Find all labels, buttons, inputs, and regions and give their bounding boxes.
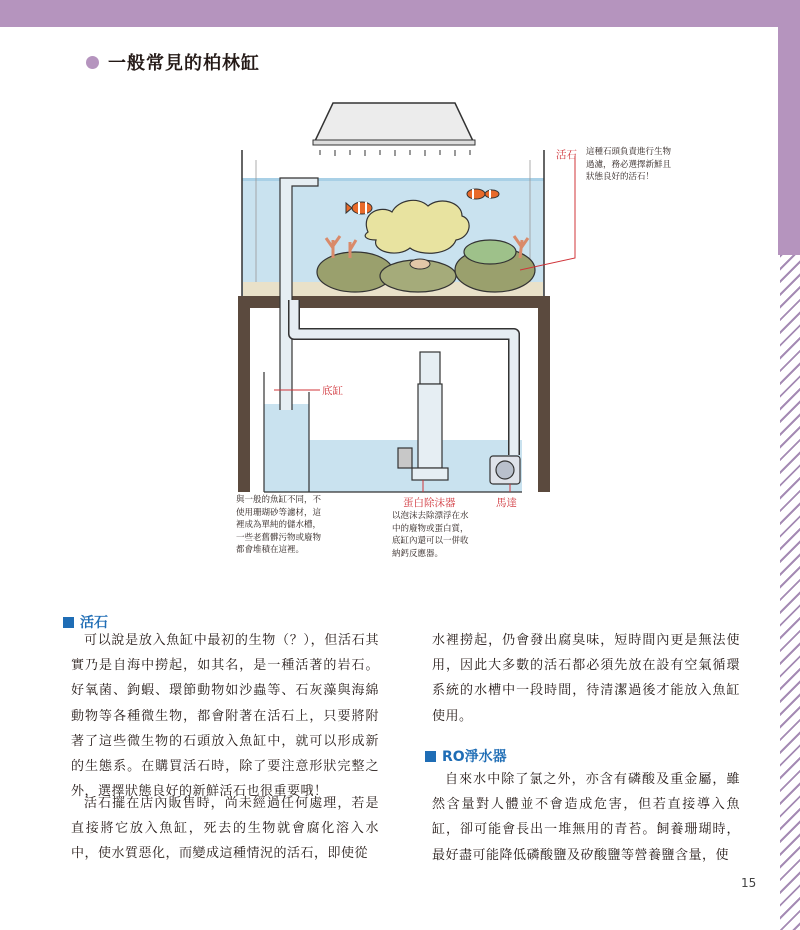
protein-skimmer xyxy=(398,352,448,480)
label-sump: 底缸 xyxy=(322,385,343,397)
pump xyxy=(490,456,520,484)
lamp-icon xyxy=(313,103,475,156)
ro-paragraph-1: 自來水中除了氯之外，亦含有磷酸及重金屬，雖然含量對人體並不會造成危害，但若直接導入魚缸，卻可能會長出一堆無用的青苔。飼養珊瑚時，最好盡可能降低磷酸鹽及矽酸鹽等營養鹽含量，使 xyxy=(432,772,740,863)
square-bullet-icon xyxy=(425,751,436,762)
page-number: 15 xyxy=(741,876,757,890)
label-live-rock: 活石 xyxy=(556,149,577,161)
live-rock-paragraph-2: 活石擺在店內販售時，尚未經過任何處理，若是直接將它放入魚缸，死去的生物就會腐化溶入水中，使水質惡化，而變成這種情況的活石，即使從 xyxy=(71,796,379,862)
live-rock-paragraph-3: 水裡撈起，仍會發出腐臭味，短時間內更是無法使用，因此大多數的活石都必須先放在設有空氣循環系統的水槽中一段時間，待清潔過後才能放入魚缸使用。 xyxy=(432,633,740,724)
live-rock-paragraph-1: 可以說是放入魚缸中最初的生物（？），但活石其實乃是自海中撈起，如其名，是一種活著的岩石。好氧菌、鉤蝦、環節動物如沙蟲等、石灰藻與海綿動物等各種微生物，都會附著在活石上，只要將附著了這些微生物的石頭放入魚缸中，就可以形成新的生態系。在購買活石時，除了要注意形狀完整之外，選擇狀態良好的新鮮活石也很重要哦！ xyxy=(71,633,379,800)
label-skimmer: 蛋白除沫器 xyxy=(403,497,456,509)
heading-text: 一般常見的柏林缸 xyxy=(108,53,260,74)
note-skimmer: 以泡沫去除漂浮在水 中的廢物或蛋白質， 底缸內還可以一併收 納鈣反應器。 xyxy=(392,511,469,559)
section-title-ro: RO淨水器 xyxy=(425,746,507,766)
note-sump: 與一般的魚缸不同，不 使用珊瑚砂等濾材，這 裡成為單純的儲水槽， 一些老舊髒污物或廢物 都會堆積在這裡。 xyxy=(236,495,322,555)
note-live-rock: 這種石頭負責進行生物 過濾，務必選擇新鮮且 狀態良好的活石！ xyxy=(586,147,672,182)
square-bullet-icon xyxy=(63,617,74,628)
clownfish-icon xyxy=(485,190,499,198)
label-pump: 馬達 xyxy=(496,497,517,509)
return-pipe xyxy=(294,300,514,455)
section-title-live-rock: 活石 xyxy=(63,612,108,632)
